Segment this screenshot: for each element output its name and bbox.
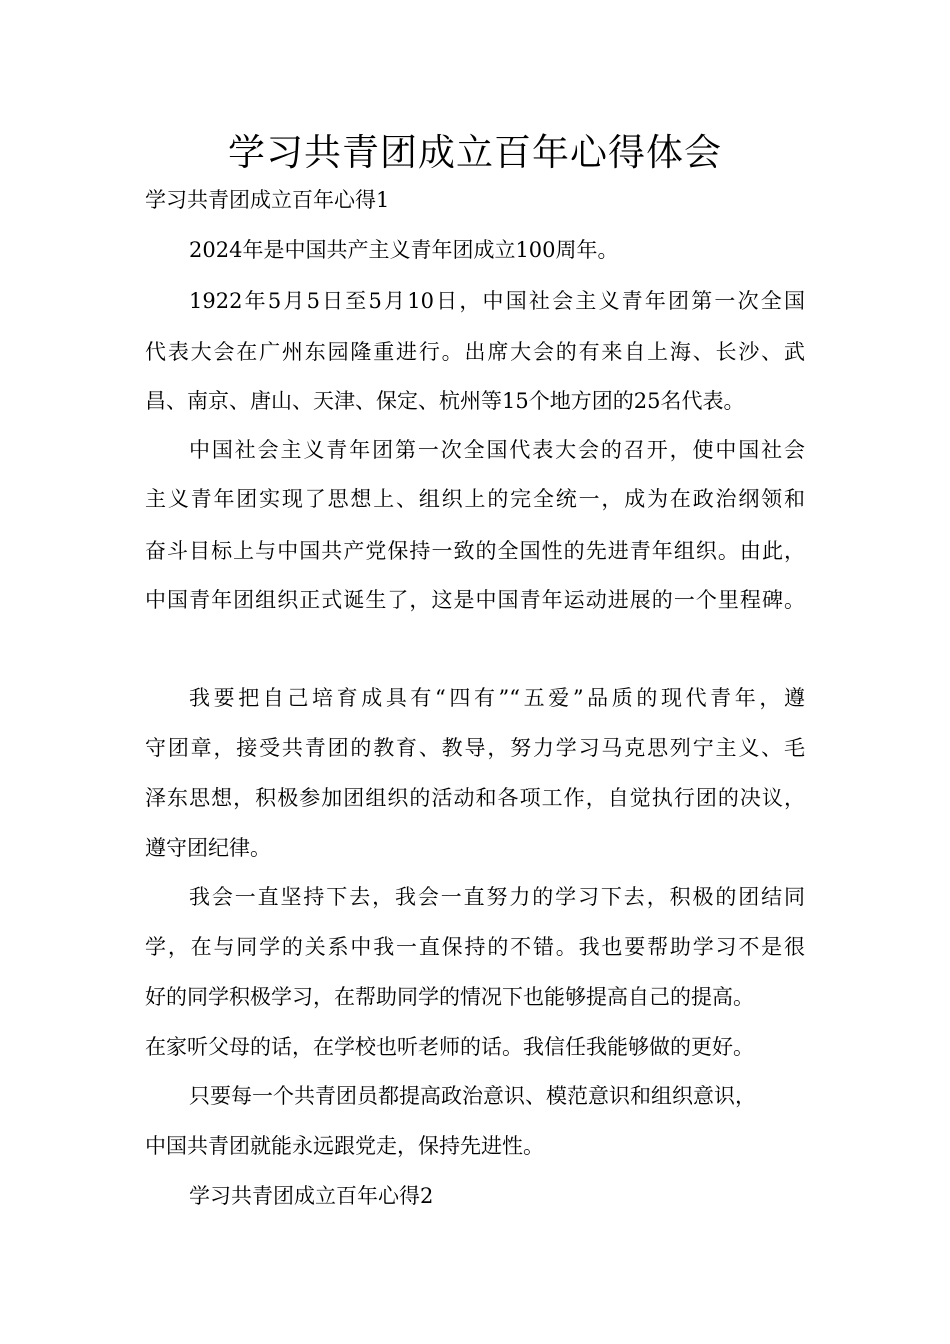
section-heading-2: 学习共青团成立百年心得2 <box>189 1184 434 1208</box>
paragraph-3-line-4: 中国青年团组织正式诞生了，这是中国青年运动进展的一个里程碑。 <box>145 588 805 612</box>
paragraph-4-line-1: 我要把自己培育成具有“四有”“五爱”品质的现代青年，遵 <box>189 686 805 710</box>
paragraph-5-line-4: 在家听父母的话，在学校也听老师的话。我信任我能够做的更好。 <box>145 1035 754 1059</box>
paragraph-4-line-2: 守团章，接受共青团的教育、教导，努力学习马克思列宁主义、毛 <box>145 736 805 760</box>
paragraph-6-line-1: 只要每一个共青团员都提高政治意识、模范意识和组织意识， <box>189 1084 756 1108</box>
paragraph-3-line-2: 主义青年团实现了思想上、组织上的完全统一，成为在政治纲领和 <box>145 487 805 511</box>
document-title: 学习共青团成立百年心得体会 <box>228 131 722 174</box>
paragraph-2-line-1: 1922年5月5日至5月10日，中国社会主义青年团第一次全国 <box>189 289 805 313</box>
paragraph-3-line-3: 奋斗目标上与中国共产党保持一致的全国性的先进青年组织。由此， <box>145 539 805 563</box>
paragraph-5-line-1: 我会一直坚持下去，我会一直努力的学习下去，积极的团结同 <box>189 885 805 909</box>
paragraph-6-line-2: 中国共青团就能永远跟党走，保持先进性。 <box>145 1134 544 1158</box>
paragraph-3-line-1: 中国社会主义青年团第一次全国代表大会的召开，使中国社会 <box>189 438 805 462</box>
section-heading-1: 学习共青团成立百年心得1 <box>145 188 390 212</box>
paragraph-4-line-4: 遵守团纪律。 <box>145 836 271 860</box>
paragraph-5-line-2: 学，在与同学的关系中我一直保持的不错。我也要帮助学习不是很 <box>145 935 805 959</box>
paragraph-4-line-3: 泽东思想，积极参加团组织的活动和各项工作，自觉执行团的决议， <box>145 786 805 810</box>
paragraph-5-line-3: 好的同学积极学习，在帮助同学的情况下也能够提高自己的提高。 <box>145 985 754 1009</box>
paragraph-2-line-3: 昌、南京、唐山、天津、保定、杭州等15个地方团的25名代表。 <box>145 389 745 413</box>
paragraph-2-line-2: 代表大会在广州东园隆重进行。出席大会的有来自上海、长沙、武 <box>145 340 805 364</box>
paragraph-1-line-1: 2024年是中国共产主义青年团成立100周年。 <box>189 238 619 262</box>
